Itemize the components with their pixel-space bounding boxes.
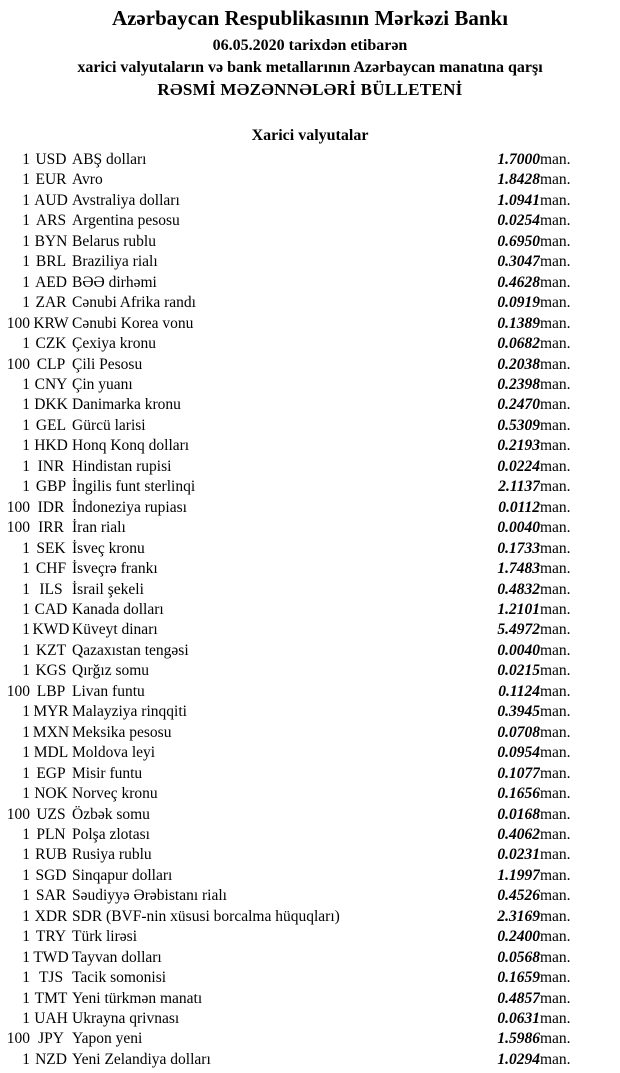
- currency-code: EUR: [35, 171, 67, 189]
- currency-code: HKD: [34, 437, 68, 455]
- bulletin-title: RƏSMİ MƏZƏNNƏLƏRİ BÜLLETENİ: [157, 80, 463, 99]
- currency-rate: 0.0040: [497, 519, 540, 537]
- currency-row: [0, 395, 620, 415]
- currency-code: INR: [37, 457, 65, 475]
- currency-name: Yapon yeni: [72, 1030, 143, 1048]
- currency-rate: 0.1389: [497, 314, 540, 332]
- currency-qty: 100: [6, 805, 30, 823]
- currency-row: [0, 559, 620, 579]
- currency-row: [0, 518, 620, 538]
- currency-row: [0, 191, 620, 211]
- currency-code: SEK: [36, 539, 66, 557]
- currency-code: UZS: [36, 805, 66, 823]
- currency-qty: 1: [22, 866, 30, 884]
- currency-row: [0, 907, 620, 927]
- currency-code: KGS: [35, 662, 67, 680]
- currency-qty: 100: [6, 519, 30, 537]
- currency-qty: 1: [22, 744, 30, 762]
- currency-qty: 1: [22, 151, 30, 168]
- currency-row: [0, 886, 620, 906]
- currency-code: UAH: [34, 1010, 68, 1028]
- currency-code: TMT: [34, 989, 68, 1007]
- currency-rate: 0.0224: [497, 457, 540, 475]
- currency-code: BYN: [34, 232, 68, 250]
- currency-code: MYR: [33, 703, 69, 721]
- currency-code: CAD: [34, 600, 68, 618]
- currency-name: ABŞ dolları: [72, 151, 147, 168]
- currency-name: Moldova leyi: [72, 744, 156, 762]
- currency-rate: 0.2193: [497, 437, 540, 455]
- currency-rate: 0.1656: [497, 785, 540, 803]
- currency-row: [0, 355, 620, 375]
- currency-qty: 1: [22, 1010, 30, 1028]
- currency-qty: 1: [22, 294, 30, 312]
- currency-rate: 0.0708: [497, 723, 540, 741]
- currency-row: [0, 539, 620, 559]
- currency-qty: 1: [22, 580, 30, 598]
- currency-row: [0, 723, 620, 743]
- currency-code: SAR: [35, 887, 67, 905]
- currency-qty: 1: [22, 539, 30, 557]
- currency-qty: 1: [22, 887, 30, 905]
- effective-date-line: 06.05.2020 tarixdən etibarən: [212, 37, 408, 54]
- currency-code: TWD: [33, 948, 69, 966]
- currency-rate: 0.0954: [497, 744, 540, 762]
- currency-code: LBP: [36, 682, 66, 700]
- currency-row: [0, 620, 620, 640]
- currency-qty: 1: [22, 253, 30, 271]
- currency-name: BƏƏ dirhəmi: [72, 273, 157, 291]
- currency-rate: 0.0254: [497, 212, 540, 230]
- currency-code: DKK: [34, 396, 68, 414]
- currency-qty: 1: [22, 662, 30, 680]
- page-title: Azərbaycan Respublikasının Mərkəzi Bankı: [111, 6, 509, 30]
- currency-unit: man.: [540, 416, 571, 434]
- currency-name: Argentina pesosu: [72, 212, 180, 230]
- currency-rate: 2.1137: [498, 478, 540, 496]
- currency-qty: 1: [22, 948, 30, 966]
- currency-qty: 1: [22, 600, 30, 618]
- currency-qty: 1: [22, 825, 30, 843]
- currency-row: [0, 1009, 620, 1029]
- currency-name: Qazaxıstan tengəsi: [72, 641, 189, 659]
- currency-row: [0, 866, 620, 886]
- currency-unit: man.: [540, 437, 571, 455]
- currency-unit: man.: [540, 580, 571, 598]
- currency-name: Honq Konq dolları: [72, 437, 190, 455]
- currency-row: [0, 784, 620, 804]
- currency-rate: 0.4832: [497, 580, 540, 598]
- currency-unit: man.: [540, 703, 571, 721]
- currency-rate: 0.0568: [497, 948, 540, 966]
- currency-code: RUB: [35, 846, 67, 864]
- currency-unit: man.: [540, 600, 571, 618]
- currency-rate: 0.3047: [497, 253, 540, 271]
- currency-code: CHF: [35, 560, 67, 578]
- currency-unit: man.: [540, 785, 571, 803]
- currency-code: CLP: [36, 355, 66, 373]
- currency-row: [0, 232, 620, 252]
- currency-name: İsveçrə frankı: [72, 560, 158, 578]
- currency-rate: 0.0215: [497, 662, 540, 680]
- currency-row: [0, 211, 620, 231]
- currency-unit: man.: [540, 1010, 571, 1028]
- currency-code: GBP: [35, 478, 67, 496]
- currency-code: EGP: [36, 764, 66, 782]
- currency-qty: 1: [22, 191, 30, 209]
- currency-row: [0, 314, 620, 334]
- currency-row: [0, 416, 620, 436]
- currency-row: [0, 1029, 620, 1049]
- currency-qty: 100: [6, 314, 30, 332]
- currency-unit: man.: [540, 294, 571, 312]
- currency-unit: man.: [540, 212, 571, 230]
- currency-rate: 0.0919: [497, 294, 540, 312]
- currency-code: PLN: [36, 825, 66, 843]
- currency-qty: 100: [6, 1030, 30, 1048]
- currency-name: Rusiya rublu: [72, 846, 152, 864]
- currency-rate: 0.2038: [497, 355, 540, 373]
- currency-rate: 1.0941: [497, 191, 540, 209]
- currency-code: JPY: [38, 1030, 64, 1048]
- currency-row: [0, 293, 620, 313]
- currency-rates-table: [0, 150, 620, 1070]
- currency-code: AED: [35, 273, 67, 291]
- currency-qty: 1: [22, 785, 30, 803]
- currency-name: Yeni Zelandiya dolları: [72, 1050, 211, 1068]
- currency-code: CZK: [35, 335, 67, 353]
- currency-name: Sinqapur dolları: [72, 866, 173, 884]
- currency-rate: 0.0112: [498, 498, 540, 516]
- currency-qty: 1: [22, 437, 30, 455]
- currency-name: İsrail şekeli: [72, 580, 144, 598]
- currency-qty: 1: [22, 928, 30, 946]
- currency-row: [0, 989, 620, 1009]
- currency-rate: 0.3945: [497, 703, 540, 721]
- currency-rate: 0.1659: [497, 969, 540, 987]
- currency-unit: man.: [540, 232, 571, 250]
- currency-row: [0, 334, 620, 354]
- currency-name: Gürcü larisi: [72, 416, 146, 434]
- currency-qty: 1: [22, 621, 30, 639]
- currency-rate: 0.1077: [497, 764, 540, 782]
- currency-name: Danimarka kronu: [72, 396, 181, 414]
- currency-name: Misir funtu: [72, 764, 143, 782]
- currency-name: Yeni türkmən manatı: [72, 989, 203, 1007]
- currency-unit: man.: [540, 866, 571, 884]
- currency-code: NOK: [34, 785, 68, 803]
- currency-unit: man.: [540, 662, 571, 680]
- currency-rate: 0.4526: [497, 887, 540, 905]
- currency-name: Türk lirəsi: [72, 928, 137, 946]
- currency-rate: 0.1124: [498, 682, 540, 700]
- currency-rate: 1.0294: [497, 1050, 540, 1068]
- currency-code: NZD: [35, 1050, 67, 1068]
- currency-table-body: [0, 150, 620, 1070]
- currency-qty: 100: [6, 682, 30, 700]
- currency-code: MDL: [33, 744, 69, 762]
- currency-unit: man.: [540, 744, 571, 762]
- currency-qty: 1: [22, 273, 30, 291]
- currency-row: [0, 150, 620, 170]
- currency-unit: man.: [540, 887, 571, 905]
- currency-name: Çili Pesosu: [72, 355, 143, 373]
- currency-unit: man.: [540, 498, 571, 516]
- currency-unit: man.: [540, 355, 571, 373]
- currency-name: Çin yuanı: [72, 375, 133, 393]
- currency-rate: 0.4857: [497, 989, 540, 1007]
- currency-rate: 1.2101: [497, 600, 540, 618]
- currency-rate: 0.1733: [497, 539, 540, 557]
- currency-unit: man.: [540, 1050, 571, 1068]
- currency-qty: 1: [22, 478, 30, 496]
- currency-unit: man.: [540, 253, 571, 271]
- currency-code: USD: [35, 151, 67, 168]
- currency-qty: 1: [22, 171, 30, 189]
- currency-name: SDR (BVF-nin xüsusi borcalma hüquqları): [72, 907, 340, 925]
- currency-unit: man.: [540, 682, 571, 700]
- currency-name: Özbək somu: [72, 805, 150, 823]
- currency-row: [0, 457, 620, 477]
- currency-unit: man.: [540, 764, 571, 782]
- currency-rate: 0.0040: [497, 641, 540, 659]
- currency-unit: man.: [540, 948, 571, 966]
- currency-row: [0, 825, 620, 845]
- currency-row: [0, 641, 620, 661]
- currency-qty: 1: [22, 375, 30, 393]
- currency-qty: 1: [22, 641, 30, 659]
- currency-row: [0, 170, 620, 190]
- currency-code: KRW: [33, 314, 69, 332]
- currency-name: Tacik somonisi: [72, 969, 167, 987]
- currency-unit: man.: [540, 171, 571, 189]
- currency-unit: man.: [540, 335, 571, 353]
- currency-row: [0, 436, 620, 456]
- currency-code: ZAR: [35, 294, 67, 312]
- currency-unit: man.: [540, 805, 571, 823]
- currency-name: Norveç kronu: [72, 785, 158, 803]
- currency-rate: 0.0682: [497, 335, 540, 353]
- currency-row: [0, 968, 620, 988]
- currency-unit: man.: [540, 273, 571, 291]
- currency-rate: 0.0231: [497, 846, 540, 864]
- currency-unit: man.: [540, 621, 571, 639]
- currency-qty: 1: [22, 969, 30, 987]
- currency-name: Malayziya rinqqiti: [72, 703, 187, 721]
- currency-rate: 0.5309: [497, 416, 540, 434]
- currency-name: İsveç kronu: [72, 539, 145, 557]
- currency-code: TRY: [35, 928, 67, 946]
- currency-qty: 1: [22, 989, 30, 1007]
- currency-qty: 1: [22, 907, 30, 925]
- currency-name: İran rialı: [72, 519, 126, 537]
- currency-name: Belarus rublu: [72, 232, 156, 250]
- currency-row: [0, 764, 620, 784]
- currency-qty: 1: [22, 416, 30, 434]
- currency-name: Avstraliya dolları: [72, 191, 180, 209]
- currency-row: [0, 948, 620, 968]
- section-title-foreign-currencies: Xarici valyutalar: [251, 127, 369, 144]
- currency-row: [0, 498, 620, 518]
- currency-name: Polşa zlotası: [72, 825, 150, 843]
- subtitle-line: xarici valyutaların və bank metallarının Azərbaycan manatına qarşı: [77, 59, 543, 76]
- currency-qty: 1: [22, 396, 30, 414]
- currency-code: ARS: [35, 212, 67, 230]
- currency-name: Tayvan dolları: [72, 948, 162, 966]
- currency-code: GEL: [35, 416, 67, 434]
- currency-unit: man.: [540, 191, 571, 209]
- currency-unit: man.: [540, 846, 571, 864]
- currency-unit: man.: [540, 396, 571, 414]
- currency-row: [0, 1050, 620, 1070]
- currency-unit: man.: [540, 1030, 571, 1048]
- currency-code: KWD: [32, 621, 70, 639]
- currency-unit: man.: [540, 151, 571, 168]
- currency-row: [0, 743, 620, 763]
- currency-rate: 2.3169: [497, 907, 540, 925]
- currency-rate: 1.7000: [497, 151, 540, 168]
- currency-unit: man.: [540, 560, 571, 578]
- currency-rate: 0.6950: [497, 232, 540, 250]
- currency-qty: 1: [22, 457, 30, 475]
- currency-qty: 100: [6, 498, 30, 516]
- currency-name: Meksika pesosu: [72, 723, 172, 741]
- currency-row: [0, 477, 620, 497]
- currency-qty: 1: [22, 764, 30, 782]
- currency-rate: 0.2470: [497, 396, 540, 414]
- currency-row: [0, 805, 620, 825]
- currency-name: Ukrayna qrivnası: [72, 1010, 180, 1028]
- currency-qty: 1: [22, 723, 30, 741]
- currency-qty: 1: [22, 560, 30, 578]
- currency-name: Çexiya kronu: [72, 335, 156, 353]
- currency-unit: man.: [540, 641, 571, 659]
- currency-name: Braziliya rialı: [72, 253, 158, 271]
- currency-row: [0, 682, 620, 702]
- currency-rate: 1.7483: [497, 560, 540, 578]
- currency-unit: man.: [540, 969, 571, 987]
- currency-qty: 1: [22, 703, 30, 721]
- currency-name: Livan funtu: [72, 682, 145, 700]
- currency-row: [0, 600, 620, 620]
- currency-name: Cənubi Korea vonu: [72, 314, 194, 332]
- currency-unit: man.: [540, 907, 571, 925]
- currency-qty: 100: [6, 355, 30, 373]
- currency-name: Küveyt dinarı: [72, 621, 158, 639]
- currency-name: Avro: [72, 171, 103, 189]
- currency-qty: 1: [22, 232, 30, 250]
- currency-rate: 0.2398: [497, 375, 540, 393]
- currency-unit: man.: [540, 375, 571, 393]
- currency-rate: 5.4972: [497, 621, 540, 639]
- currency-rate: 1.1997: [497, 866, 540, 884]
- currency-code: IRR: [38, 519, 64, 537]
- currency-name: Kanada dolları: [72, 600, 164, 618]
- currency-unit: man.: [540, 539, 571, 557]
- currency-qty: 1: [22, 335, 30, 353]
- currency-rate: 0.0631: [497, 1010, 540, 1028]
- currency-code: CNY: [34, 375, 68, 393]
- currency-row: [0, 375, 620, 395]
- currency-qty: 1: [22, 1050, 30, 1068]
- currency-name: İngilis funt sterlinqi: [72, 478, 196, 496]
- currency-row: [0, 273, 620, 293]
- currency-code: AUD: [34, 191, 68, 209]
- currency-row: [0, 927, 620, 947]
- currency-name: Səudiyyə Ərəbistanı rialı: [72, 887, 227, 905]
- currency-unit: man.: [540, 928, 571, 946]
- currency-rate: 0.0168: [497, 805, 540, 823]
- currency-code: IDR: [37, 498, 65, 516]
- currency-name: İndoneziya rupiası: [72, 498, 187, 516]
- currency-code: KZT: [35, 641, 67, 659]
- currency-code: ILS: [39, 580, 63, 598]
- currency-name: Cənubi Afrika randı: [72, 294, 196, 312]
- currency-row: [0, 661, 620, 681]
- currency-unit: man.: [540, 989, 571, 1007]
- currency-code: TJS: [38, 969, 64, 987]
- currency-unit: man.: [540, 519, 571, 537]
- currency-qty: 1: [22, 212, 30, 230]
- currency-row: [0, 252, 620, 272]
- currency-code: SGD: [35, 866, 67, 884]
- currency-name: Hindistan rupisi: [72, 457, 172, 475]
- currency-qty: 1: [22, 846, 30, 864]
- currency-unit: man.: [540, 723, 571, 741]
- currency-row: [0, 580, 620, 600]
- currency-code: MXN: [32, 723, 70, 741]
- currency-rate: 0.2400: [497, 928, 540, 946]
- currency-row: [0, 702, 620, 722]
- currency-name: Qırğız somu: [72, 662, 150, 680]
- currency-rate: 1.8428: [497, 171, 540, 189]
- currency-row: [0, 845, 620, 865]
- currency-code: BRL: [35, 253, 67, 271]
- currency-unit: man.: [540, 314, 571, 332]
- currency-code: XDR: [34, 907, 68, 925]
- currency-rate: 1.5986: [497, 1030, 540, 1048]
- currency-unit: man.: [540, 825, 571, 843]
- currency-rate: 0.4628: [497, 273, 540, 291]
- currency-unit: man.: [540, 478, 571, 496]
- currency-unit: man.: [540, 457, 571, 475]
- currency-rate: 0.4062: [497, 825, 540, 843]
